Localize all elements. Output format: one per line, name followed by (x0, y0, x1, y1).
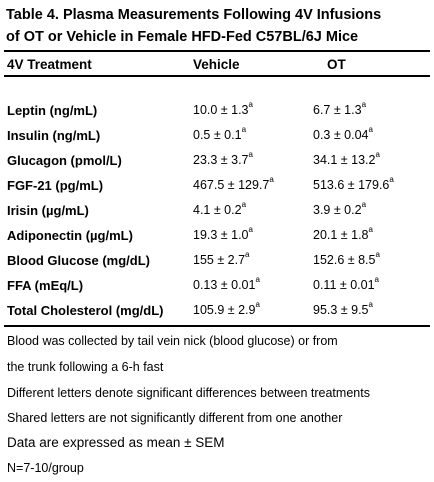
table-row (0, 125, 434, 148)
ot-value: 6.7 ± 1.3$^a$ (313, 100, 367, 117)
row-label: Leptin (ng/mL) (7, 103, 98, 118)
table-row (0, 175, 434, 198)
row-label: Total Cholesterol (mg/dL) (7, 303, 164, 318)
ot-value: 95.3 ± 9.5$^a$ (313, 300, 373, 317)
significance-letter: a (248, 150, 253, 159)
ot-value: 20.1 ± 1.8$^a$ (313, 225, 373, 242)
significance-letter: a (375, 250, 380, 259)
top-rule (4, 50, 430, 52)
vehicle-value: 19.3 ± 1.0$^a$ (193, 225, 253, 242)
vehicle-value: 0.5 ± 0.1$^a$ (193, 125, 247, 142)
row-label: Irisin (µg/mL) (7, 203, 89, 218)
vehicle-value: 105.9 ± 2.9$^a$ (193, 300, 260, 317)
ot-value: 34.1 ± 13.2$^a$ (313, 150, 380, 167)
header-vehicle: Vehicle (193, 57, 240, 72)
table-row (0, 150, 434, 173)
ot-value: 0.3 ± 0.04$^a$ (313, 125, 373, 142)
significance-letter: a (241, 125, 247, 134)
significance-letter: a (375, 150, 380, 159)
table-row (0, 250, 434, 273)
row-label: Adiponectin (µg/mL) (7, 228, 133, 243)
table-row (0, 200, 434, 223)
vehicle-value: 10.0 ± 1.3$^a$ (193, 100, 253, 117)
vehicle-value: 0.13 ± 0.01$^a$ (193, 275, 260, 292)
footnote: Blood was collected by tail vein nick (blood glucose) or from (7, 334, 338, 348)
significance-letter: a (361, 100, 367, 109)
table-row (0, 275, 434, 298)
footnote: N=7-10/group (7, 461, 84, 475)
vehicle-value: 155 ± 2.7$^a$ (193, 250, 250, 267)
significance-letter: a (255, 300, 260, 309)
significance-letter: a (374, 275, 379, 284)
ot-value: 152.6 ± 8.5$^a$ (313, 250, 380, 267)
ot-value: 0.11 ± 0.01$^a$ (313, 275, 379, 292)
row-label: Glucagon (pmol/L) (7, 153, 122, 168)
ot-value: 513.6 ± 179.6$^a$ (313, 175, 394, 192)
vehicle-value: 4.1 ± 0.2$^a$ (193, 200, 247, 217)
significance-letter: a (241, 200, 247, 209)
table-row (0, 100, 434, 123)
significance-letter: a (255, 275, 260, 284)
significance-letter: a (389, 175, 394, 184)
significance-letter: a (368, 225, 373, 234)
table-row (0, 300, 434, 323)
significance-letter: a (368, 300, 373, 309)
footnote: Shared letters are not significantly different from one another (7, 411, 343, 425)
footnote: Data are expressed as mean ± SEM (7, 435, 225, 450)
significance-letter: a (269, 175, 274, 184)
header-rule (4, 75, 430, 77)
significance-letter: a (248, 225, 253, 234)
vehicle-value: 23.3 ± 3.7$^a$ (193, 150, 253, 167)
significance-letter: a (361, 200, 367, 209)
footnote: the trunk following a 6-h fast (7, 360, 164, 374)
row-label: Insulin (ng/mL) (7, 128, 101, 143)
table-title-line-1: Table 4. Plasma Measurements Following 4V Infusions (6, 7, 382, 23)
significance-letter: a (245, 250, 250, 259)
footnote: Different letters denote significant differences between treatments (7, 386, 370, 400)
table-title-line-2: of OT or Vehicle in Female HFD-Fed C57BL/6J Mice (6, 29, 359, 45)
header-ot: OT (327, 57, 346, 72)
row-label: FFA (mEq/L) (7, 278, 84, 293)
ot-value: 3.9 ± 0.2$^a$ (313, 200, 367, 217)
vehicle-value: 467.5 ± 129.7$^a$ (193, 175, 274, 192)
table-row (0, 225, 434, 248)
significance-letter: a (248, 100, 253, 109)
bottom-rule (4, 325, 430, 327)
row-label: Blood Glucose (mg/dL) (7, 253, 150, 268)
row-label: FGF-21 (pg/mL) (7, 178, 104, 193)
header-treatment: 4V Treatment (7, 57, 92, 72)
significance-letter: a (368, 125, 373, 134)
